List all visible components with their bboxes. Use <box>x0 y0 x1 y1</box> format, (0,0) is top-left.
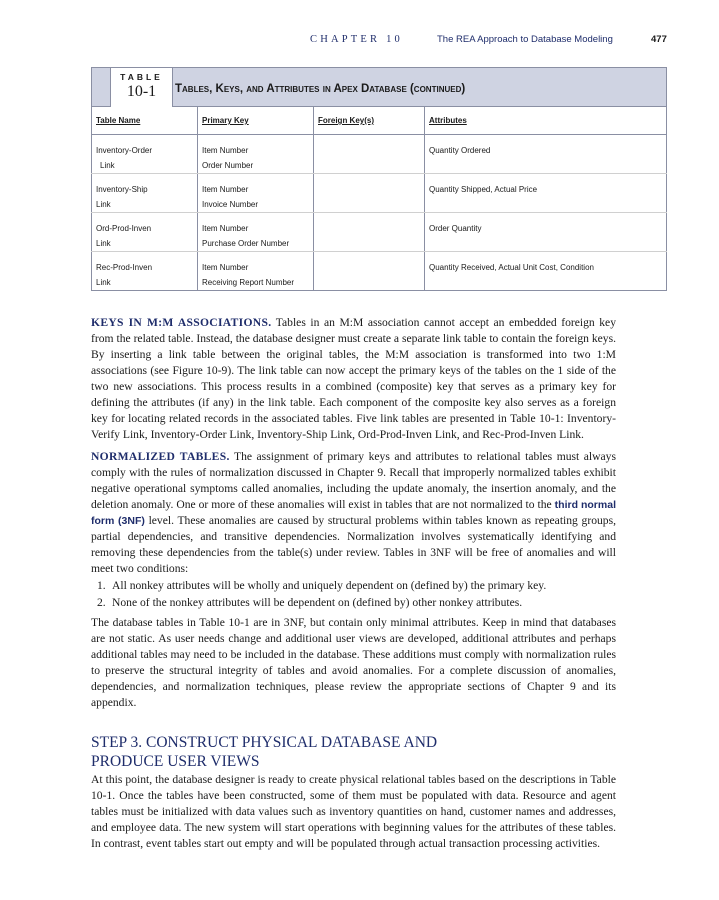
column-header: Foreign Key(s) <box>314 107 425 135</box>
primary-key-cell: Item Number Purchase Order Number <box>198 213 314 252</box>
data-table <box>91 107 667 291</box>
keys-heading: KEYS IN M:M ASSOCIATIONS. <box>91 316 272 329</box>
page-number: 477 <box>651 34 667 45</box>
keys-paragraph <box>91 315 616 443</box>
table-name-cell: Ord-Prod-Inven Link <box>92 213 198 252</box>
table-caption <box>91 67 667 107</box>
step3-paragraph: At this point, the database designer is ready to create physical relational tables based on the descriptions in Table 10-1. Once the tables have been constructed, some of them must be populated with data. Resource and agent tables must be initialized with data values such as inventory quantities on hand, customer names and addresses, and employee data. The new system will start operations with beginning values for the attributes of these tables. In contrast, event tables start out empty and will be populated through actual transaction processing activities. <box>91 773 616 850</box>
list-item: 2. None of the nonkey attributes will be dependent on (defined by) other nonkey attributes. <box>97 596 523 609</box>
attributes-cell: Quantity Shipped, Actual Price <box>425 174 667 213</box>
primary-key-cell: Item Number Invoice Number <box>198 174 314 213</box>
section-heading: STEP 3. CONSTRUCT PHYSICAL DATABASE AND PRODUCE USER VIEWS <box>91 734 438 770</box>
column-header: Table Name <box>92 107 198 135</box>
running-header <box>0 34 719 50</box>
column-header: Attributes <box>425 107 667 135</box>
table-row <box>92 174 667 213</box>
foreign-key-cell <box>314 135 425 174</box>
table-name-cell: Rec-Prod-Inven Link <box>92 252 198 291</box>
chapter-label: CHAPTER 10 <box>310 34 403 45</box>
foreign-key-cell <box>314 174 425 213</box>
paragraph-3nf: The database tables in Table 10-1 are in 3NF, but contain only minimal attributes. Keep in mind that databases are not static. As user needs change and additional user views are developed, additional attributes and perhaps additional tables may need to be included in the database. These additions must comply with normalization rules to preserve the structural integrity of tables and avoid anomalies. For a complete discussion of anomalies, dependencies, and normalization techniques, please review the appropriate sections of Chapter 9 and its appendix. <box>91 616 616 709</box>
normalized-text-before: The assignment of primary keys and attributes to relational tables must always comply with the rules of normalization discussed in Chapter 9. Recall that improperly normalized tables exhibit negative operational symptoms called anomalies, including the update anomaly, the insertion anomaly, and the deletion anomaly. One or more of these anomalies will exist in tables that are not normalized to the <box>91 450 616 511</box>
normalized-paragraph <box>91 449 616 577</box>
column-header: Primary Key <box>198 107 314 135</box>
attributes-cell: Quantity Ordered <box>425 135 667 174</box>
table-name-cell: Inventory-Ship Link <box>92 174 198 213</box>
table-10-1 <box>91 67 667 291</box>
attributes-cell: Quantity Received, Actual Unit Cost, Condition <box>429 263 594 272</box>
primary-key-cell: Item Number Order Number <box>198 135 314 174</box>
table-title: Tables, Keys, and Attributes in Apex Database (continued) <box>175 83 466 95</box>
primary-key-cell: Item Number Receiving Report Number <box>198 252 314 291</box>
normalized-text-after: level. These anomalies are caused by structural problems within tables known as repeating groups, partial dependencies, and transitive dependencies. Normalization involves systematically identifying and removing these dependencies from the table(s) under review. Tables in 3NF will be free of anomalies and will meet two conditions: <box>91 514 616 575</box>
normalized-heading: NORMALIZED TABLES. <box>91 450 230 463</box>
foreign-key-cell <box>314 252 425 291</box>
table-number: 10-1 <box>126 83 157 100</box>
foreign-key-cell <box>314 213 425 252</box>
attributes-cell: Order Quantity <box>425 213 667 252</box>
table-row <box>92 252 667 291</box>
table-row <box>92 213 667 252</box>
table-row <box>92 135 667 174</box>
list-item: 1. All nonkey attributes will be wholly and uniquely dependent on (defined by) the primary key. <box>97 579 547 592</box>
conditions-list <box>91 577 616 611</box>
table-name-cell: Inventory-Order Link <box>92 135 198 174</box>
running-title: The REA Approach to Database Modeling <box>437 34 613 45</box>
table-label-box <box>110 68 173 107</box>
table-header-row <box>92 107 667 135</box>
table-label-word: TABLE <box>120 72 163 82</box>
key-term: third normal form (3NF) <box>91 499 616 527</box>
keys-text: Tables in an M:M association cannot accept an embedded foreign key from the related table. Instead, the database designer must create a separate link table to contain the foreign keys. By inserting a link table between the original tables, the M:M association is transformed into two 1:M associations (see Figure 10-9). The link table can now accept the primary keys of the tables on the 1 side of the two new associations. This process results in a combined (composite) key that serves as a primary key for defining the attributes (if any) in the link table. Each component of the composite key also serves as a foreign key for locating related records in the associated tables. Five link tables are presented in Table 10-1: Inventory-Verify Link, Inventory-Order Link, Inventory-Ship Link, Ord-Prod-Inven Link, and Rec-Prod-Inven Link. <box>91 316 617 441</box>
